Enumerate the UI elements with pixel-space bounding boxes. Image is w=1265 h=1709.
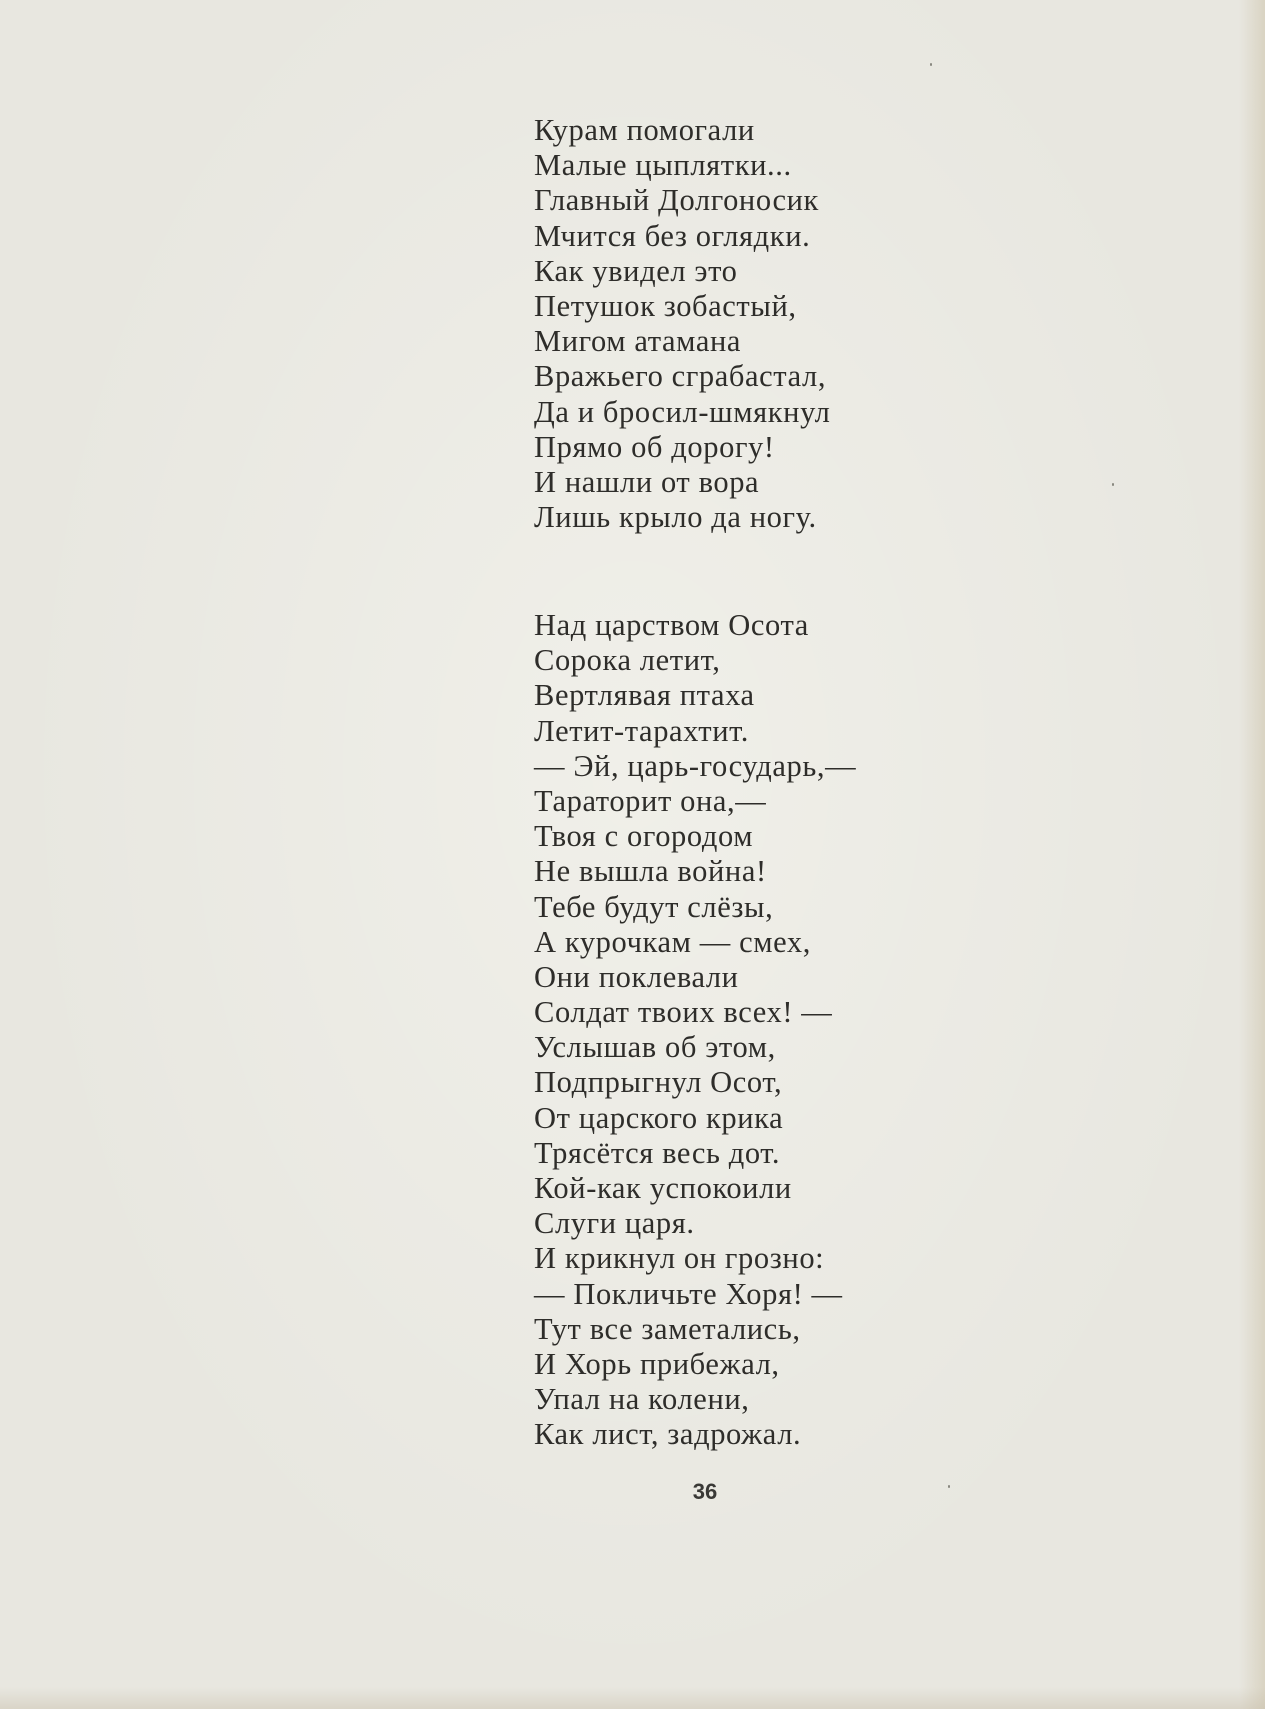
poem-line: Трясётся весь дот.	[534, 1135, 781, 1170]
poem-line: Вражьего сграбастал,	[534, 359, 827, 394]
paper-speck	[1112, 483, 1114, 486]
poem-line: Как лист, задрожал.	[534, 1417, 802, 1452]
poem-line: Над царством Осота	[534, 608, 809, 642]
poem-line: Слуги царя.	[534, 1206, 695, 1241]
poem-line: Мчится без оглядки.	[534, 218, 811, 253]
poem-line: Мигом атамана	[534, 324, 742, 359]
poem-line: А курочкам — смех,	[534, 924, 811, 959]
poem-line: — Эй, царь-государь,—	[534, 748, 857, 783]
paper-speck	[948, 1485, 950, 1488]
poem-line: Курам помогали	[534, 113, 755, 147]
poem-line: Кой-как успокоили	[534, 1171, 792, 1205]
poem-line: И крикнул он грозно:	[534, 1241, 825, 1276]
poem-line: — Покличьте Хоря! —	[534, 1276, 843, 1311]
paper-speck	[930, 63, 932, 66]
poem-line: Тараторит она,—	[534, 783, 767, 818]
poem-line: Летит-тарахтит.	[534, 713, 749, 748]
poem-stanza-2	[534, 608, 856, 1453]
poem-line: Тебе будут слёзы,	[534, 889, 774, 924]
poem-stanza-1	[534, 113, 830, 535]
poem-line: Как увидел это	[534, 253, 738, 288]
page-number: 36	[692, 1479, 718, 1504]
poem-line: И Хорь прибежал,	[534, 1346, 780, 1381]
page-bottom-shadow	[0, 1687, 1265, 1709]
poem-line: Сорока летит,	[534, 643, 721, 678]
poem-line: Они поклевали	[534, 959, 739, 994]
poem-line: Солдат твоих всех! —	[534, 995, 833, 1030]
poem-line: Вертлявая птаха	[534, 678, 755, 713]
poem-line: Услышав об этом,	[534, 1030, 776, 1065]
poem-line: Упал на колени,	[534, 1382, 750, 1417]
poem-line: Малые цыплятки...	[534, 148, 792, 183]
poem-line: И нашли от вора	[534, 464, 760, 499]
poem-line: Да и бросил-шмякнул	[534, 394, 831, 429]
poem-line: От царского крика	[534, 1100, 784, 1135]
poem-line: Не вышла война!	[534, 854, 767, 889]
poem-line: Подпрыгнул Осот,	[534, 1065, 783, 1100]
page-edge-shadow	[1239, 0, 1265, 1709]
poem-line: Тут все заметались,	[534, 1311, 801, 1346]
poem-line: Главный Долгоносик	[534, 183, 819, 218]
poem-line: Лишь крыло да ногу.	[534, 500, 817, 535]
poem-line: Петушок зобастый,	[534, 288, 797, 323]
poem-line: Прямо об дорогу!	[534, 429, 775, 464]
poem-line: Твоя с огородом	[534, 819, 754, 854]
